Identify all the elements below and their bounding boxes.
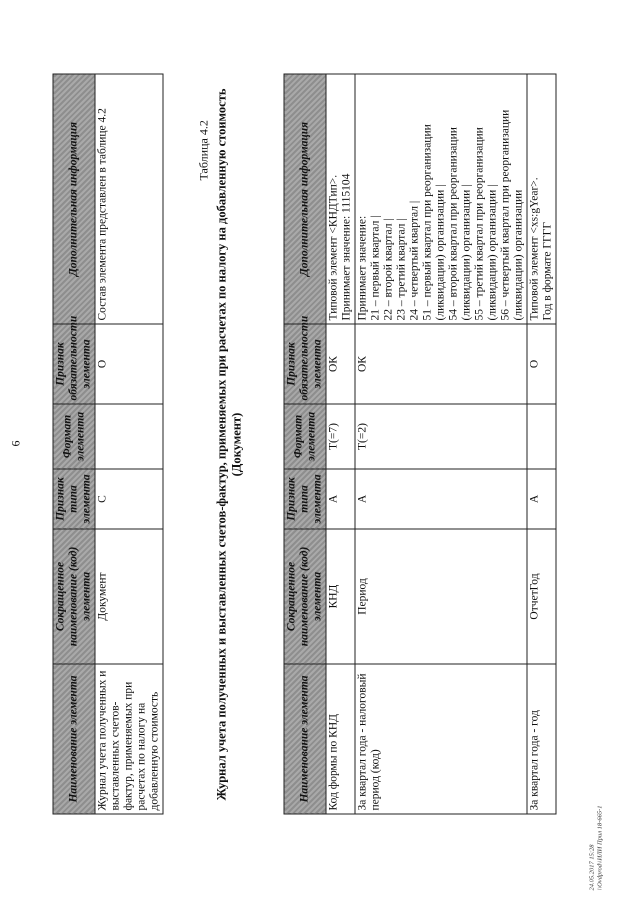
- cell-info: [355, 74, 527, 324]
- page-number: 6: [8, 440, 22, 447]
- cell-required: ОК: [326, 324, 355, 404]
- header-info: Дополнительная информация: [53, 74, 95, 324]
- table-number: Таблица 4.2: [196, 120, 210, 181]
- document-footer: [588, 806, 604, 891]
- cell-type: С: [95, 469, 163, 529]
- header-type: Признак типа элемента: [284, 469, 326, 529]
- info-line: 56 – четвертый квартал при реорганизации (ликвидации) организации: [499, 109, 524, 321]
- info-line: Типовой элемент <КНДТип>.: [327, 174, 339, 321]
- cell-name: Код формы по КНД: [326, 664, 355, 814]
- header-code: Сокращенное наименование (код) элемента: [284, 529, 326, 664]
- cell-name: Журнал учета полученных и выставленных счетов-фактур, применяемых при расчетах по налогу на добавленную стоимость: [95, 664, 163, 814]
- table-header-row: [284, 74, 326, 814]
- cell-info: Состав элемента представлен в таблице 4.2: [95, 74, 163, 324]
- cell-required: О: [527, 324, 556, 404]
- table-row: [527, 74, 556, 814]
- cell-type: А: [527, 469, 556, 529]
- header-name: Наименование элемента: [284, 664, 326, 814]
- info-line: 21 – первый квартал |: [369, 215, 381, 321]
- cell-code: ОтчетГод: [527, 529, 556, 664]
- cell-format: [95, 404, 163, 469]
- cell-code: Период: [355, 529, 527, 664]
- header-type: Признак типа элемента: [53, 469, 95, 529]
- cell-required: ОК: [355, 324, 527, 404]
- header-format: Формат элемента: [284, 404, 326, 469]
- element-table-2: [283, 74, 556, 815]
- table-header-row: [53, 74, 95, 814]
- footer-timestamp: 24.05.2017 15:28: [588, 844, 595, 891]
- cell-code: Документ: [95, 529, 163, 664]
- journal-title: Журнал учета полученных и выставленных счетов-фактур, применяемых при расчетах по налогу на добавленную стоимость (Документ): [214, 88, 243, 801]
- cell-info: [326, 74, 355, 324]
- cell-format: T(=2): [355, 404, 527, 469]
- info-line: 54 – второй квартал при реорганизации (ликвидации) организации |: [447, 127, 472, 321]
- cell-format: T(=7): [326, 404, 355, 469]
- cell-format: [527, 404, 556, 469]
- table-row: [355, 74, 527, 814]
- info-line: 55 – третий квартал при реорганизации (ликвидации) организации |: [473, 127, 498, 321]
- cell-name: За квартал года - налоговый период (код): [355, 664, 527, 814]
- cell-type: А: [326, 469, 355, 529]
- header-format: Формат элемента: [53, 404, 95, 469]
- info-line: Год в формате ГГГГ: [541, 222, 553, 321]
- cell-info: [527, 74, 556, 324]
- cell-code: КНД: [326, 529, 355, 664]
- info-line: Принимает значение: 1115104: [340, 173, 352, 321]
- header-required: Признак обязательности элемента: [284, 324, 326, 404]
- cell-name: За квартал года - год: [527, 664, 556, 814]
- info-line: 23 – третий квартал |: [395, 218, 407, 321]
- table-row: [95, 74, 163, 814]
- footer-path: \\Ovdprod\\ИЛИ Прил 18-665-1: [596, 805, 603, 891]
- cell-type: А: [355, 469, 527, 529]
- info-line: Принимает значение:: [356, 215, 368, 321]
- header-info: Дополнительная информация: [284, 74, 326, 324]
- cell-required: О: [95, 324, 163, 404]
- table-row: [326, 74, 355, 814]
- header-required: Признак обязательности элемента: [53, 324, 95, 404]
- info-line: 24 – четвертый квартал |: [408, 200, 420, 321]
- info-line: 22 – второй квартал |: [382, 218, 394, 321]
- info-line: 51 – первый квартал при реорганизации (ликвидации) организации |: [421, 124, 446, 321]
- info-line: Типовой элемент <xs:gYear>.: [528, 177, 540, 321]
- header-name: Наименование элемента: [53, 664, 95, 814]
- header-code: Сокращенное наименование (код) элемента: [53, 529, 95, 664]
- element-table-1: [52, 74, 163, 815]
